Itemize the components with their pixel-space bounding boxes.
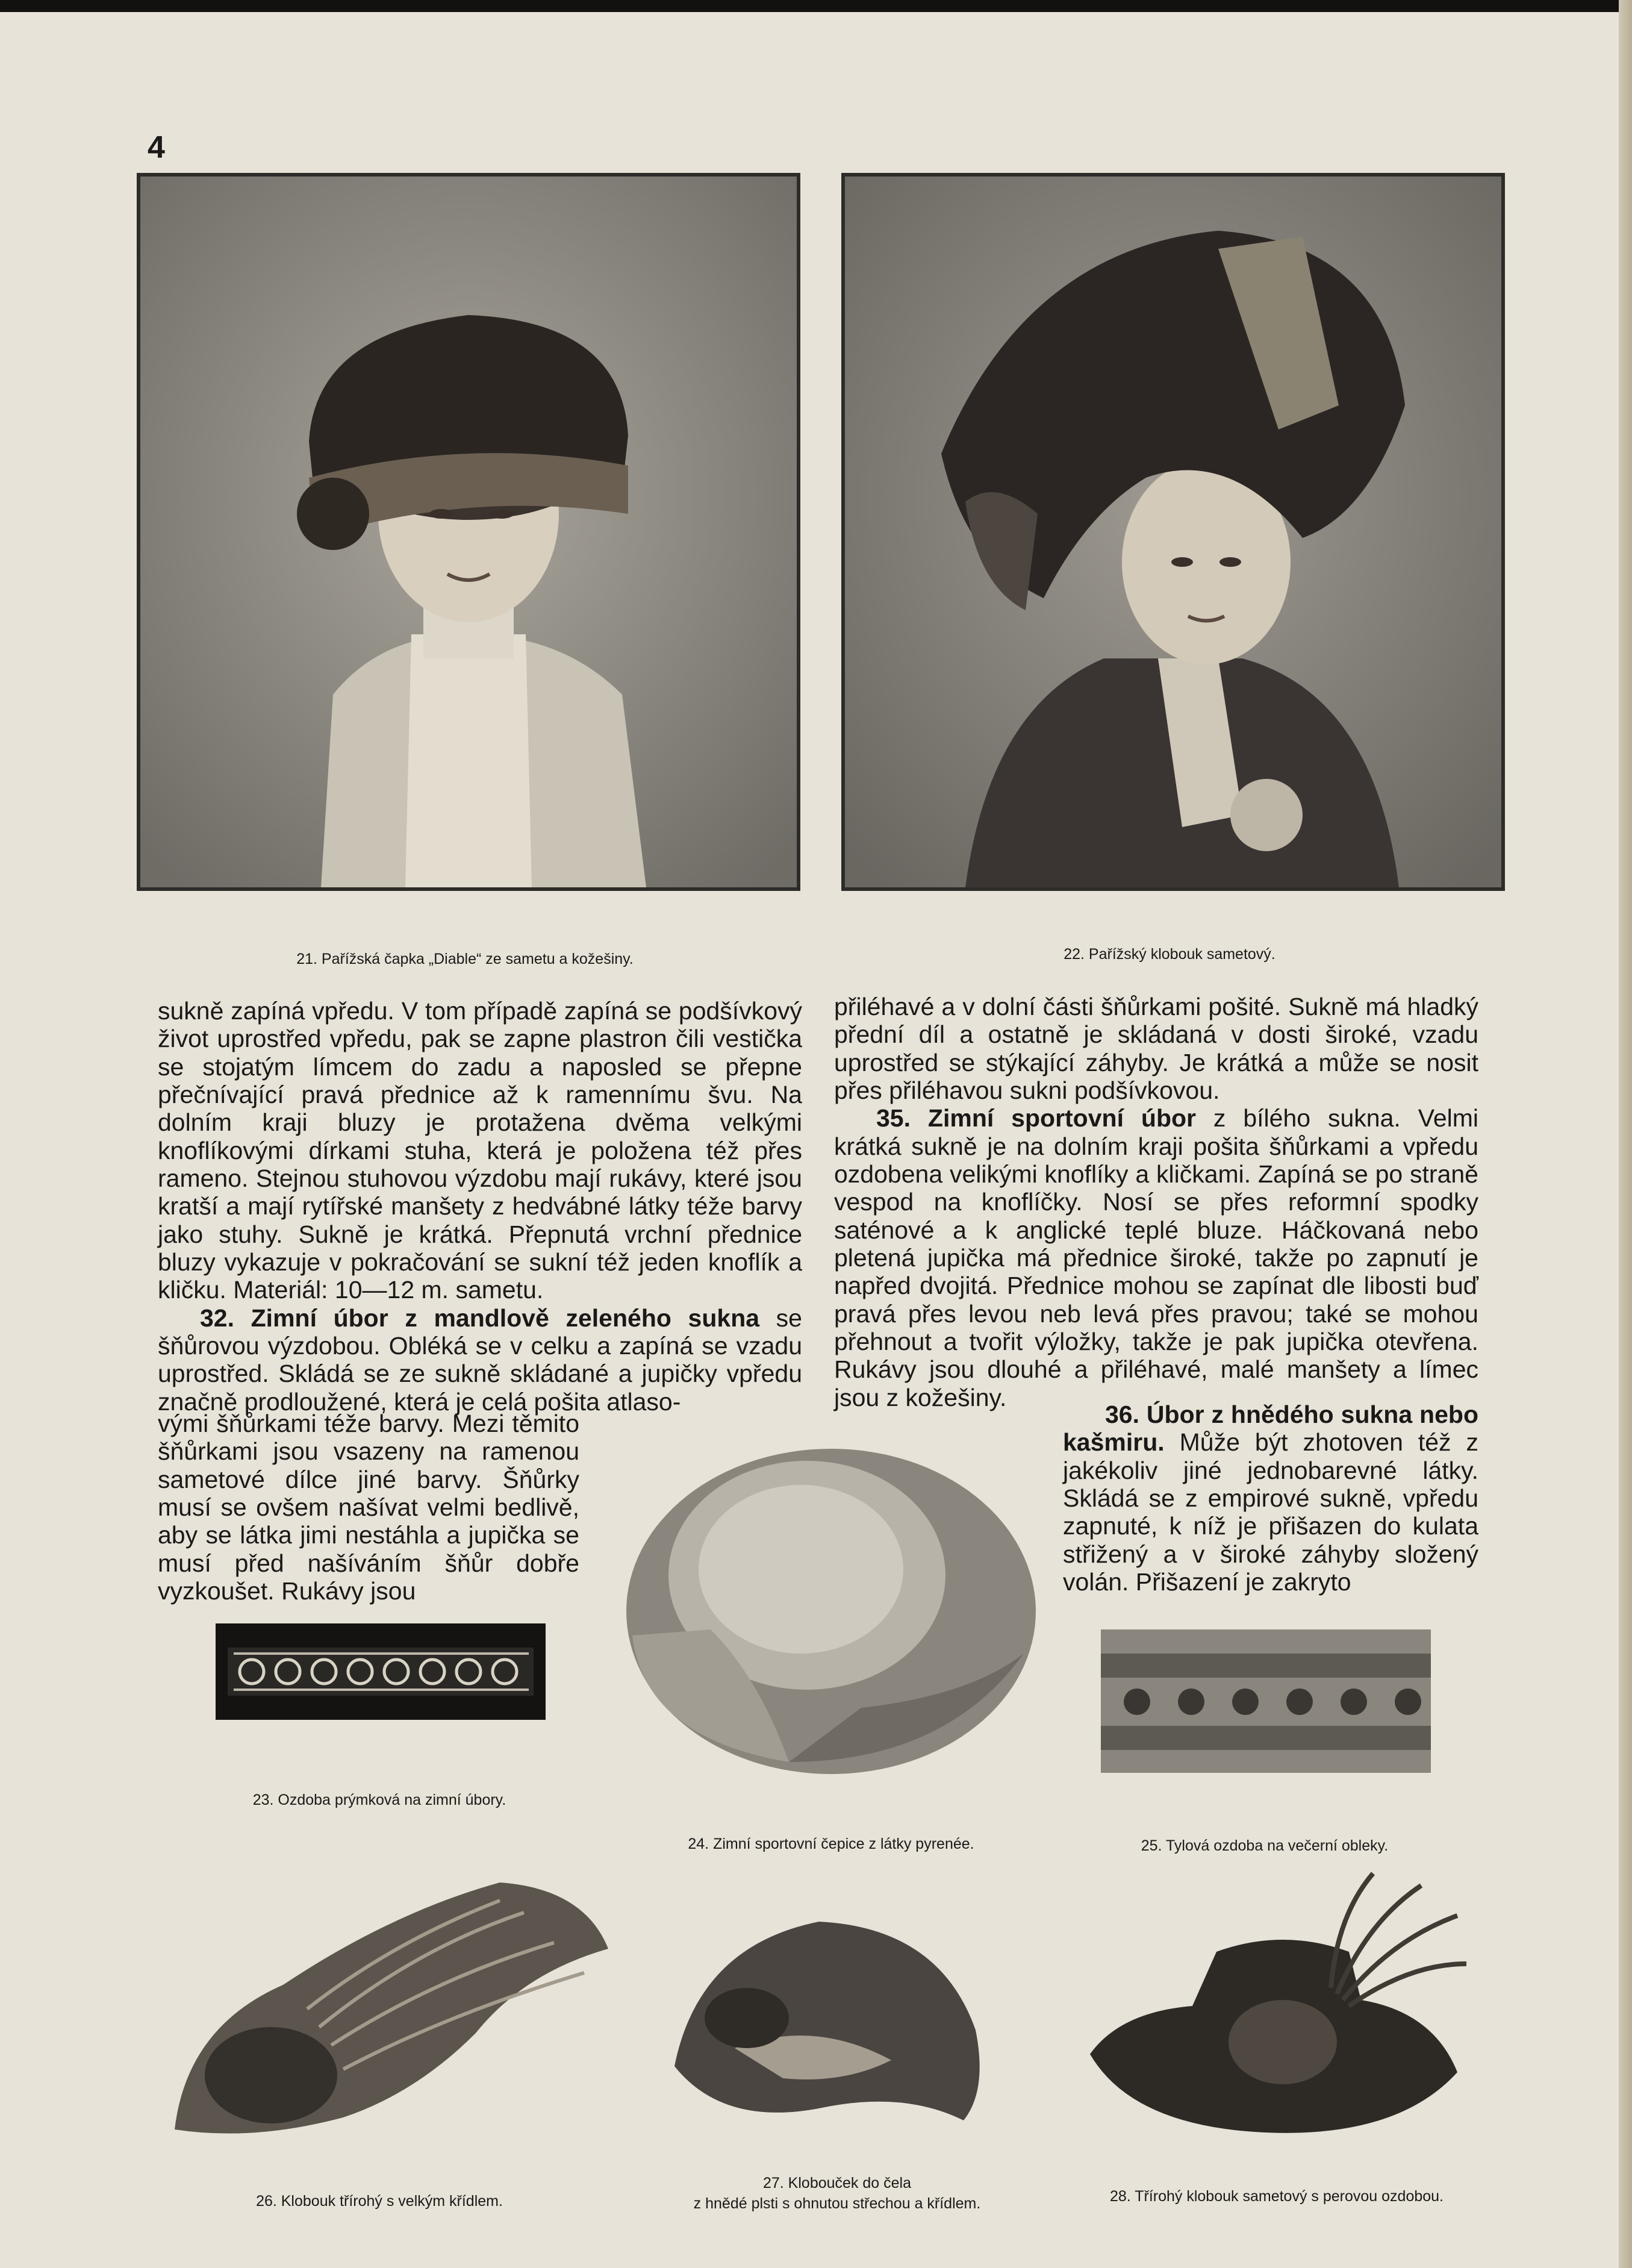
section-32-text: se šňůrovou výzdobou. Obléká se v celku a zapíná se vzadu uprostřed. Skládá se ze sukně skládané a jupičky vpředu značně prodloužené, která je celá pošita atlaso- — [158, 1304, 802, 1416]
caption-fig-24: 24. Zimní sportovní čepice z látky pyrenée. — [688, 1835, 974, 1852]
section-35-heading: 35. Zimní sportovní úbor — [876, 1104, 1196, 1132]
woman-fur-cap-photo-icon — [140, 177, 797, 887]
feather-hat-icon — [1084, 1861, 1469, 2145]
caption-fig-25: 25. Tylová ozdoba na večerní obleky. — [1141, 1837, 1389, 1854]
woman-velvet-hat-photo-icon — [845, 177, 1501, 887]
tulle-trim-image — [1101, 1629, 1431, 1773]
caption-fig-27-line1: 27. Klobouček do čela — [762, 2175, 911, 2191]
sport-cap-icon — [608, 1425, 1036, 1780]
section-36-heading: 36. Úbor z hnědého sukna nebo kašmiru. — [1063, 1401, 1478, 1457]
tulle-trim-icon — [1101, 1629, 1431, 1773]
right-paragraph-2 — [834, 1104, 1478, 1411]
left-paragraph-1: sukně zapíná vpředu. V tom případě zapíná se podšívkový život uprostřed vpředu, pak se zapne plastron čili vestička se stojatým límcem do zadu a naposled se přepne přečnívající pravá přednice až k ramennímu švu. Na dolním kraji bluzy je protažena dvěma velkými knoflíkovými dírkami stuha, která je položena též přes rameno. Stejnou stuhovou výzdobu mají rukávy, které jsou kratší a mají rytířské manšety z hedvábné látky téže barvy jako stuhy. Sukně je krátká. Přepnutá vrchní přednice bluzy vykazuje v pokračování se sukní též jeden knoflík a kličku. Materiál: 10—12 m. sametu. — [158, 997, 802, 1304]
right-paragraph-1: přiléhavé a v dolní části šňůrkami pošité. Sukně má hladký přední díl a ostatně je skládaná v dosti široké, vzadu uprostřed se stýkající záhyby. Je krátká a může se nosit přes přiléhavou sukni podšívkovou. — [834, 993, 1478, 1104]
caption-fig-27-line2: z hnědé plsti s ohnutou střechou a křídlem. — [693, 2195, 981, 2212]
caption-fig-27 — [620, 2173, 1054, 2214]
caption-fig-26: 26. Klobouk třírohý s velkým křídlem. — [256, 2193, 503, 2210]
caption-fig-21: 21. Pařížská čapka „Diable“ ze sametu a kožešiny. — [296, 951, 634, 967]
section-32-heading: 32. Zimní úbor z mandlově zeleného sukna — [200, 1304, 760, 1332]
photo-fur-cap — [137, 173, 800, 891]
right-paragraph-3 — [1063, 1401, 1478, 1596]
felt-hat-image — [662, 1910, 1000, 2135]
caption-fig-22: 22. Pařížský klobouk sametový. — [1064, 946, 1275, 963]
caption-fig-28: 28. Třírohý klobouk sametový s perovou ozdobou. — [1109, 2188, 1444, 2205]
left-paragraph-3: vými šňůrkami téže barvy. Mezi těmito šňůrkami jsou vsazeny na ramenou sametové dílce jiné barvy. Šňůrky musí se ovšem našívat velmi bedlivě, aby se látka jimi nestáhla a jupička se musí před našíváním šňůr dobře vyzkoušet. Rukávy jsou — [158, 1410, 579, 1605]
feather-hat-image — [1084, 1861, 1469, 2145]
right-column-narrow-text — [1063, 1401, 1478, 1596]
left-paragraph-2 — [158, 1304, 802, 1416]
tricorn-wing-hat-image — [163, 1876, 620, 2145]
braid-trim-icon — [216, 1623, 546, 1720]
page-number: 4 — [148, 130, 165, 165]
section-36-text: Může být zhotoven též z jakékoliv jiné jednobarevné látky. Skládá se z empirové sukně, vpředu zapnuté, k níž je přišazen do kulata střižený a v široké záhyby složený volán. Přišazení je zakryto — [1063, 1428, 1478, 1596]
right-column-text — [834, 993, 1478, 1411]
section-35-text: z bílého sukna. Velmi krátká sukně je na dolním kraji pošita šňůrkami a vpředu ozdobena velikými knoflíky a kličkami. Zapíná se po straně vespod na knoflíčky. Nosí se přes reformní spodky saténové a k anglické teplé bluze. Háčkovaná nebo pletená jupička má přednice široké, takže po zapnutí je napřed dvojitá. Přednice mohou se zapínat dle libosti buď pravá přes levou neb levá přes pravou; také se mohou přehnout a tvořit výložky, takže je pak jupička otevřena. Rukávy jsou dlouhé a přiléhavé, malé manšety a límec jsou z kožešiny. — [834, 1104, 1478, 1411]
sport-cap-image — [608, 1425, 1036, 1780]
braid-trim-image — [216, 1623, 546, 1720]
left-column-text — [158, 997, 802, 1416]
photo-velvet-hat — [841, 173, 1505, 891]
caption-fig-23: 23. Ozdoba prýmková na zimní úbory. — [252, 1792, 506, 1808]
left-column-narrow-text — [158, 1410, 579, 1605]
page-binding-edge — [1619, 0, 1632, 2268]
felt-hat-icon — [662, 1910, 1000, 2135]
page-top-edge — [0, 0, 1632, 12]
tricorn-wing-hat-icon — [163, 1876, 620, 2145]
